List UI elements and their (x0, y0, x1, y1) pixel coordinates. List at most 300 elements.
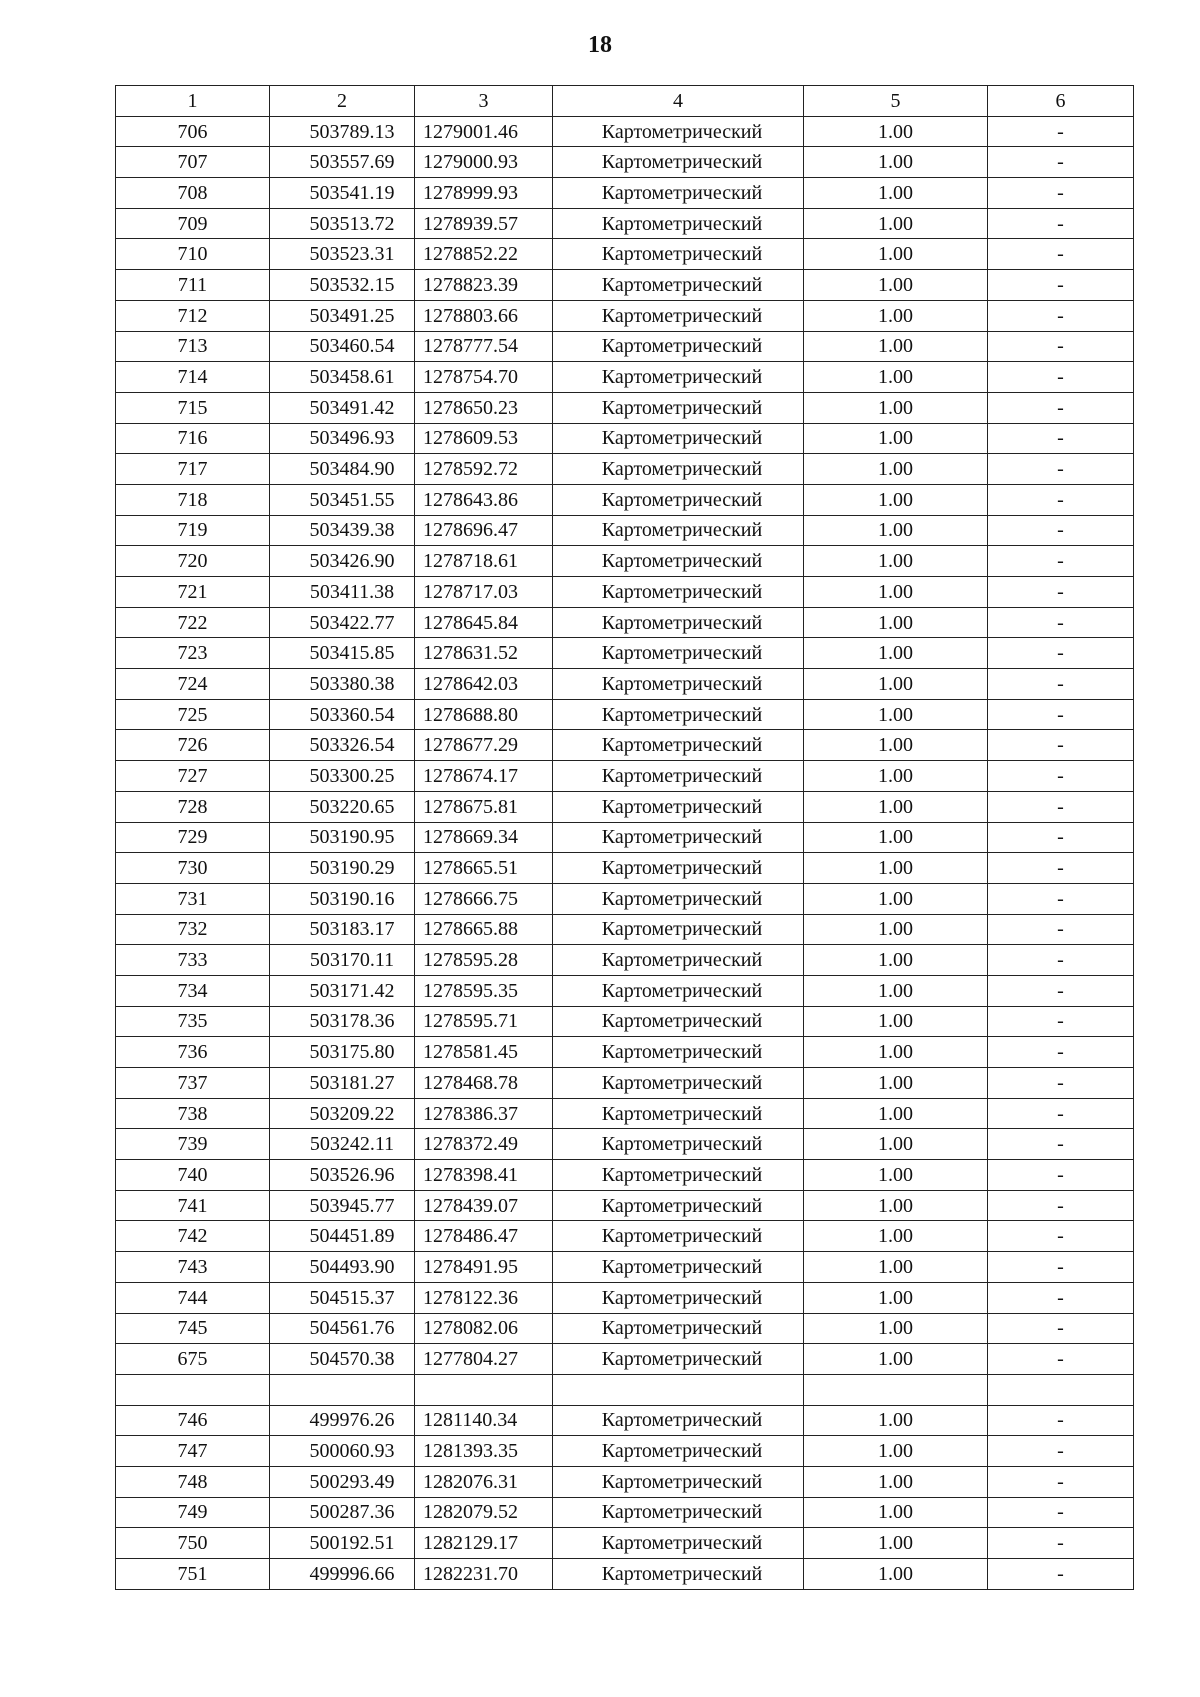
cell-accuracy: 1.00 (804, 546, 988, 577)
cell-description: - (988, 116, 1134, 147)
cell-point-number: 723 (116, 638, 270, 669)
cell-description: - (988, 791, 1134, 822)
cell-y-coordinate: 1278777.54 (415, 331, 553, 362)
cell-point-number: 729 (116, 822, 270, 853)
cell-y-coordinate: 1278803.66 (415, 300, 553, 331)
cell-method: Картометрический (553, 883, 804, 914)
cell-description: - (988, 975, 1134, 1006)
cell-x-coordinate: 503491.42 (270, 392, 415, 423)
cell-accuracy: 1.00 (804, 362, 988, 393)
cell-method: Картометрический (553, 300, 804, 331)
cell-description: - (988, 699, 1134, 730)
cell-x-coordinate (270, 1374, 415, 1405)
cell-point-number: 744 (116, 1282, 270, 1313)
cell-point-number: 711 (116, 270, 270, 301)
cell-y-coordinate: 1278650.23 (415, 392, 553, 423)
cell-point-number: 739 (116, 1129, 270, 1160)
cell-accuracy: 1.00 (804, 1006, 988, 1037)
cell-x-coordinate: 504561.76 (270, 1313, 415, 1344)
table-row (116, 546, 1134, 577)
cell-x-coordinate: 503380.38 (270, 669, 415, 700)
cell-method: Картометрический (553, 239, 804, 270)
cell-accuracy: 1.00 (804, 1497, 988, 1528)
cell-method: Картометрический (553, 208, 804, 239)
cell-accuracy: 1.00 (804, 116, 988, 147)
cell-x-coordinate: 503411.38 (270, 577, 415, 608)
cell-accuracy: 1.00 (804, 607, 988, 638)
cell-point-number: 740 (116, 1160, 270, 1191)
cell-x-coordinate: 503532.15 (270, 270, 415, 301)
cell-x-coordinate: 500192.51 (270, 1528, 415, 1559)
cell-description: - (988, 822, 1134, 853)
cell-accuracy: 1.00 (804, 300, 988, 331)
cell-y-coordinate: 1278823.39 (415, 270, 553, 301)
cell-point-number: 724 (116, 669, 270, 700)
cell-accuracy: 1.00 (804, 392, 988, 423)
cell-method: Картометрический (553, 1252, 804, 1283)
cell-point-number: 738 (116, 1098, 270, 1129)
table-row (116, 791, 1134, 822)
cell-description: - (988, 1528, 1134, 1559)
cell-y-coordinate: 1282129.17 (415, 1528, 553, 1559)
cell-method: Картометрический (553, 1344, 804, 1375)
cell-accuracy: 1.00 (804, 331, 988, 362)
cell-description: - (988, 853, 1134, 884)
cell-y-coordinate: 1278642.03 (415, 669, 553, 700)
cell-x-coordinate: 504451.89 (270, 1221, 415, 1252)
table-row (116, 423, 1134, 454)
cell-description: - (988, 577, 1134, 608)
cell-x-coordinate: 503526.96 (270, 1160, 415, 1191)
table-row (116, 1252, 1134, 1283)
table-row (116, 883, 1134, 914)
table-row (116, 1528, 1134, 1559)
cell-accuracy: 1.00 (804, 208, 988, 239)
cell-y-coordinate: 1278677.29 (415, 730, 553, 761)
cell-x-coordinate: 503541.19 (270, 178, 415, 209)
cell-description: - (988, 147, 1134, 178)
cell-accuracy: 1.00 (804, 515, 988, 546)
cell-y-coordinate: 1278688.80 (415, 699, 553, 730)
cell-description: - (988, 178, 1134, 209)
cell-x-coordinate: 503175.80 (270, 1037, 415, 1068)
cell-y-coordinate: 1282079.52 (415, 1497, 553, 1528)
cell-x-coordinate: 503190.16 (270, 883, 415, 914)
cell-point-number: 734 (116, 975, 270, 1006)
cell-description: - (988, 1313, 1134, 1344)
cell-point-number: 733 (116, 945, 270, 976)
cell-accuracy: 1.00 (804, 1559, 988, 1590)
cell-description: - (988, 1006, 1134, 1037)
table-row (116, 822, 1134, 853)
cell-x-coordinate: 503484.90 (270, 454, 415, 485)
cell-method: Картометрический (553, 178, 804, 209)
cell-y-coordinate: 1278669.34 (415, 822, 553, 853)
cell-point-number: 727 (116, 761, 270, 792)
cell-description: - (988, 883, 1134, 914)
cell-accuracy: 1.00 (804, 699, 988, 730)
table-row (116, 1344, 1134, 1375)
header-cell-1: 1 (116, 86, 270, 117)
page-number: 18 (588, 32, 612, 58)
cell-accuracy: 1.00 (804, 975, 988, 1006)
cell-description: - (988, 914, 1134, 945)
cell-x-coordinate: 503458.61 (270, 362, 415, 393)
cell-accuracy: 1.00 (804, 638, 988, 669)
cell-x-coordinate: 503171.42 (270, 975, 415, 1006)
cell-method: Картометрический (553, 1282, 804, 1313)
cell-x-coordinate: 503451.55 (270, 484, 415, 515)
cell-accuracy: 1.00 (804, 761, 988, 792)
cell-y-coordinate: 1278439.07 (415, 1190, 553, 1221)
cell-x-coordinate: 503220.65 (270, 791, 415, 822)
cell-accuracy: 1.00 (804, 239, 988, 270)
cell-method: Картометрический (553, 1466, 804, 1497)
cell-x-coordinate: 503415.85 (270, 638, 415, 669)
cell-accuracy: 1.00 (804, 1282, 988, 1313)
table-row (116, 208, 1134, 239)
cell-y-coordinate: 1282231.70 (415, 1559, 553, 1590)
cell-method: Картометрический (553, 577, 804, 608)
cell-accuracy: 1.00 (804, 1405, 988, 1436)
cell-x-coordinate: 503439.38 (270, 515, 415, 546)
cell-y-coordinate: 1278852.22 (415, 239, 553, 270)
cell-accuracy: 1.00 (804, 1068, 988, 1099)
cell-y-coordinate: 1278665.88 (415, 914, 553, 945)
table-row (116, 300, 1134, 331)
cell-x-coordinate: 503491.25 (270, 300, 415, 331)
cell-y-coordinate: 1278595.71 (415, 1006, 553, 1037)
cell-method: Картометрический (553, 607, 804, 638)
table-row (116, 1313, 1134, 1344)
cell-method: Картометрический (553, 1221, 804, 1252)
cell-method: Картометрический (553, 853, 804, 884)
cell-method: Картометрический (553, 1098, 804, 1129)
cell-method: Картометрический (553, 1068, 804, 1099)
cell-x-coordinate: 503426.90 (270, 546, 415, 577)
cell-method: Картометрический (553, 1160, 804, 1191)
header-cell-2: 2 (270, 86, 415, 117)
cell-method: Картометрический (553, 392, 804, 423)
cell-y-coordinate: 1278754.70 (415, 362, 553, 393)
cell-point-number: 746 (116, 1405, 270, 1436)
cell-point-number: 745 (116, 1313, 270, 1344)
cell-x-coordinate: 499976.26 (270, 1405, 415, 1436)
cell-method: Картометрический (553, 515, 804, 546)
cell-point-number: 709 (116, 208, 270, 239)
cell-point-number: 706 (116, 116, 270, 147)
table-row (116, 270, 1134, 301)
cell-point-number: 713 (116, 331, 270, 362)
table-row (116, 1037, 1134, 1068)
cell-method: Картометрический (553, 669, 804, 700)
cell-method: Картометрический (553, 1497, 804, 1528)
table-row (116, 638, 1134, 669)
cell-description: - (988, 331, 1134, 362)
cell-description: - (988, 362, 1134, 393)
header-row (116, 86, 1134, 117)
cell-point-number: 708 (116, 178, 270, 209)
cell-method: Картометрический (553, 638, 804, 669)
cell-y-coordinate: 1278609.53 (415, 423, 553, 454)
cell-description: - (988, 484, 1134, 515)
cell-description: - (988, 669, 1134, 700)
cell-accuracy: 1.00 (804, 1190, 988, 1221)
cell-description: - (988, 1282, 1134, 1313)
header-cell-5: 5 (804, 86, 988, 117)
table-row (116, 116, 1134, 147)
cell-description: - (988, 1160, 1134, 1191)
cell-point-number: 725 (116, 699, 270, 730)
cell-x-coordinate: 503360.54 (270, 699, 415, 730)
cell-y-coordinate: 1282076.31 (415, 1466, 553, 1497)
table-row (116, 1129, 1134, 1160)
cell-y-coordinate: 1281393.35 (415, 1436, 553, 1467)
cell-point-number: 736 (116, 1037, 270, 1068)
cell-x-coordinate: 503945.77 (270, 1190, 415, 1221)
cell-accuracy: 1.00 (804, 730, 988, 761)
cell-y-coordinate: 1278372.49 (415, 1129, 553, 1160)
cell-description: - (988, 208, 1134, 239)
table-row (116, 1006, 1134, 1037)
cell-description: - (988, 515, 1134, 546)
cell-point-number: 722 (116, 607, 270, 638)
cell-x-coordinate: 503300.25 (270, 761, 415, 792)
table-row (116, 853, 1134, 884)
cell-x-coordinate: 503513.72 (270, 208, 415, 239)
cell-y-coordinate: 1278595.35 (415, 975, 553, 1006)
table-body (116, 116, 1134, 1589)
cell-method: Картометрический (553, 1006, 804, 1037)
cell-method: Картометрический (553, 945, 804, 976)
cell-y-coordinate: 1278717.03 (415, 577, 553, 608)
cell-x-coordinate: 503326.54 (270, 730, 415, 761)
cell-description: - (988, 1252, 1134, 1283)
table-row-separator (116, 1374, 1134, 1405)
header-cell-6: 6 (988, 86, 1134, 117)
cell-description: - (988, 239, 1134, 270)
cell-y-coordinate: 1278674.17 (415, 761, 553, 792)
cell-point-number: 721 (116, 577, 270, 608)
cell-point-number: 747 (116, 1436, 270, 1467)
cell-method: Картометрический (553, 791, 804, 822)
cell-point-number: 731 (116, 883, 270, 914)
cell-y-coordinate: 1278643.86 (415, 484, 553, 515)
table-row (116, 1160, 1134, 1191)
cell-point-number: 737 (116, 1068, 270, 1099)
cell-x-coordinate: 503170.11 (270, 945, 415, 976)
cell-point-number: 715 (116, 392, 270, 423)
cell-x-coordinate: 500287.36 (270, 1497, 415, 1528)
cell-point-number: 742 (116, 1221, 270, 1252)
table-row (116, 730, 1134, 761)
cell-point-number: 675 (116, 1344, 270, 1375)
cell-point-number: 716 (116, 423, 270, 454)
cell-accuracy: 1.00 (804, 1436, 988, 1467)
cell-point-number: 732 (116, 914, 270, 945)
cell-y-coordinate: 1279001.46 (415, 116, 553, 147)
cell-x-coordinate: 503190.95 (270, 822, 415, 853)
cell-method (553, 1374, 804, 1405)
cell-x-coordinate: 503181.27 (270, 1068, 415, 1099)
cell-y-coordinate: 1278631.52 (415, 638, 553, 669)
table-row (116, 515, 1134, 546)
cell-y-coordinate: 1278398.41 (415, 1160, 553, 1191)
table-row (116, 239, 1134, 270)
table-row (116, 577, 1134, 608)
cell-accuracy: 1.00 (804, 454, 988, 485)
table-row (116, 362, 1134, 393)
cell-method: Картометрический (553, 761, 804, 792)
cell-accuracy: 1.00 (804, 945, 988, 976)
table-row (116, 945, 1134, 976)
cell-accuracy: 1.00 (804, 822, 988, 853)
cell-method: Картометрический (553, 147, 804, 178)
cell-description: - (988, 546, 1134, 577)
cell-y-coordinate: 1278666.75 (415, 883, 553, 914)
cell-method: Картометрический (553, 1559, 804, 1590)
table-row (116, 1497, 1134, 1528)
cell-y-coordinate: 1278486.47 (415, 1221, 553, 1252)
cell-method: Картометрический (553, 1436, 804, 1467)
cell-y-coordinate: 1278675.81 (415, 791, 553, 822)
cell-method: Картометрический (553, 699, 804, 730)
cell-accuracy: 1.00 (804, 1129, 988, 1160)
cell-y-coordinate: 1278386.37 (415, 1098, 553, 1129)
cell-method: Картометрический (553, 822, 804, 853)
cell-y-coordinate: 1278592.72 (415, 454, 553, 485)
cell-y-coordinate: 1278082.06 (415, 1313, 553, 1344)
table-row (116, 1282, 1134, 1313)
cell-x-coordinate: 503460.54 (270, 331, 415, 362)
cell-method: Картометрический (553, 730, 804, 761)
cell-accuracy: 1.00 (804, 1160, 988, 1191)
cell-point-number: 730 (116, 853, 270, 884)
cell-description: - (988, 761, 1134, 792)
cell-x-coordinate: 503422.77 (270, 607, 415, 638)
table-row (116, 178, 1134, 209)
cell-y-coordinate: 1278468.78 (415, 1068, 553, 1099)
cell-y-coordinate: 1278696.47 (415, 515, 553, 546)
table-row (116, 607, 1134, 638)
cell-method: Картометрический (553, 975, 804, 1006)
cell-x-coordinate: 503557.69 (270, 147, 415, 178)
cell-x-coordinate: 500060.93 (270, 1436, 415, 1467)
cell-x-coordinate: 500293.49 (270, 1466, 415, 1497)
cell-method: Картометрический (553, 331, 804, 362)
cell-description: - (988, 1068, 1134, 1099)
cell-point-number: 710 (116, 239, 270, 270)
cell-accuracy: 1.00 (804, 178, 988, 209)
cell-description: - (988, 1037, 1134, 1068)
cell-method: Картометрический (553, 484, 804, 515)
cell-point-number: 720 (116, 546, 270, 577)
cell-accuracy: 1.00 (804, 914, 988, 945)
table-row (116, 1405, 1134, 1436)
cell-point-number: 726 (116, 730, 270, 761)
cell-point-number: 749 (116, 1497, 270, 1528)
cell-y-coordinate: 1278491.95 (415, 1252, 553, 1283)
cell-point-number: 719 (116, 515, 270, 546)
cell-method: Картометрический (553, 1190, 804, 1221)
cell-point-number: 751 (116, 1559, 270, 1590)
cell-y-coordinate: 1277804.27 (415, 1344, 553, 1375)
cell-accuracy: 1.00 (804, 791, 988, 822)
cell-x-coordinate: 503496.93 (270, 423, 415, 454)
cell-method: Картометрический (553, 454, 804, 485)
cell-point-number: 743 (116, 1252, 270, 1283)
cell-description: - (988, 270, 1134, 301)
cell-y-coordinate: 1278718.61 (415, 546, 553, 577)
cell-description: - (988, 945, 1134, 976)
cell-description: - (988, 454, 1134, 485)
cell-point-number: 741 (116, 1190, 270, 1221)
table-row (116, 454, 1134, 485)
cell-description: - (988, 1098, 1134, 1129)
header-cell-3: 3 (415, 86, 553, 117)
cell-x-coordinate: 503789.13 (270, 116, 415, 147)
cell-accuracy: 1.00 (804, 1528, 988, 1559)
cell-x-coordinate: 503242.11 (270, 1129, 415, 1160)
table-row (116, 147, 1134, 178)
cell-y-coordinate: 1278645.84 (415, 607, 553, 638)
cell-method: Картометрический (553, 423, 804, 454)
cell-method: Картометрический (553, 362, 804, 393)
table-row (116, 1436, 1134, 1467)
table-row (116, 1098, 1134, 1129)
cell-accuracy: 1.00 (804, 270, 988, 301)
table-header (116, 86, 1134, 117)
cell-accuracy: 1.00 (804, 1252, 988, 1283)
cell-accuracy: 1.00 (804, 669, 988, 700)
cell-y-coordinate: 1278595.28 (415, 945, 553, 976)
cell-accuracy: 1.00 (804, 577, 988, 608)
cell-description: - (988, 1436, 1134, 1467)
cell-y-coordinate: 1278581.45 (415, 1037, 553, 1068)
cell-point-number: 717 (116, 454, 270, 485)
cell-point-number: 750 (116, 1528, 270, 1559)
cell-accuracy: 1.00 (804, 1221, 988, 1252)
cell-x-coordinate: 499996.66 (270, 1559, 415, 1590)
cell-accuracy: 1.00 (804, 1466, 988, 1497)
cell-point-number (116, 1374, 270, 1405)
cell-y-coordinate: 1278122.36 (415, 1282, 553, 1313)
cell-point-number: 707 (116, 147, 270, 178)
cell-method: Картометрический (553, 1405, 804, 1436)
cell-point-number: 718 (116, 484, 270, 515)
table-row (116, 392, 1134, 423)
cell-accuracy: 1.00 (804, 883, 988, 914)
table-row (116, 761, 1134, 792)
cell-description: - (988, 392, 1134, 423)
cell-description: - (988, 730, 1134, 761)
table-row (116, 1221, 1134, 1252)
cell-x-coordinate: 503178.36 (270, 1006, 415, 1037)
table-row (116, 975, 1134, 1006)
cell-method: Картометрический (553, 270, 804, 301)
cell-point-number: 748 (116, 1466, 270, 1497)
table-row (116, 914, 1134, 945)
cell-accuracy: 1.00 (804, 853, 988, 884)
cell-accuracy: 1.00 (804, 1313, 988, 1344)
cell-description: - (988, 1221, 1134, 1252)
cell-method: Картометрический (553, 914, 804, 945)
cell-description: - (988, 607, 1134, 638)
cell-x-coordinate: 503183.17 (270, 914, 415, 945)
cell-method: Картометрический (553, 546, 804, 577)
cell-method: Картометрический (553, 1528, 804, 1559)
cell-method: Картометрический (553, 1037, 804, 1068)
